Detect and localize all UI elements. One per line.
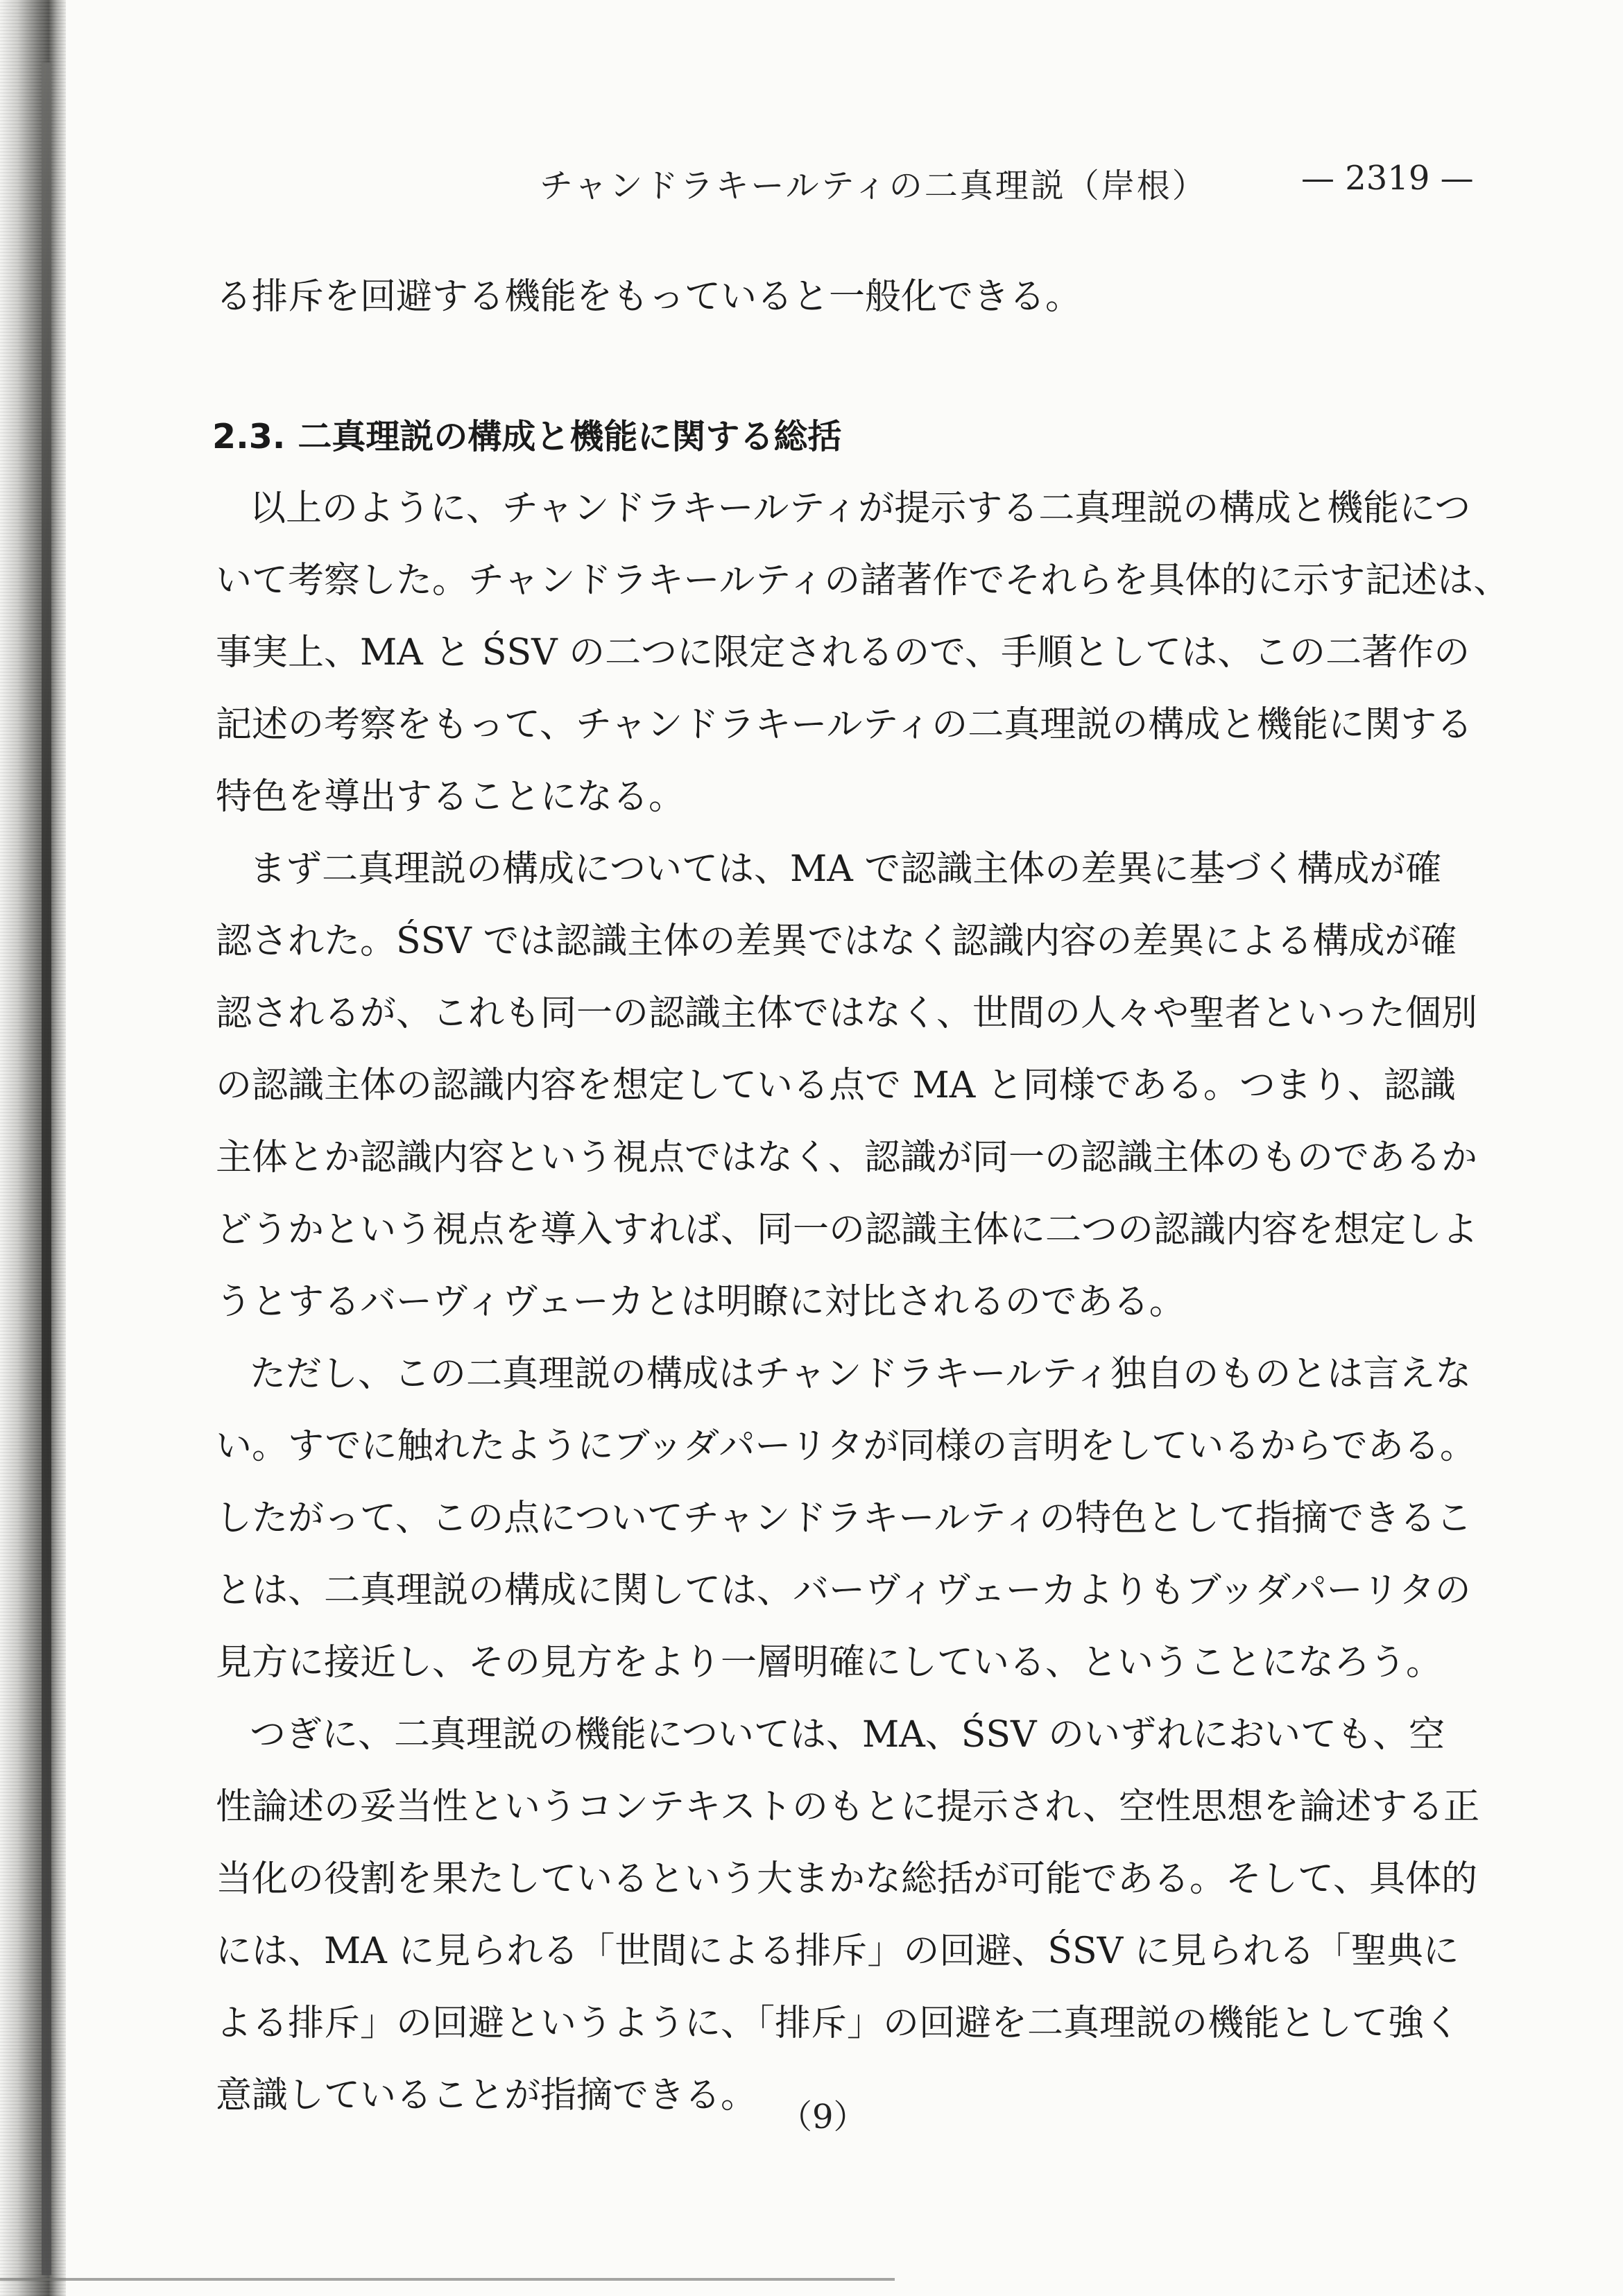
paragraph-line: どうかという視点を導入すれば、同一の認識主体に二つの認識内容を想定しよ xyxy=(216,1209,1479,1251)
paragraph-line: 認された。ŚSV では認識主体の差異ではなく認識内容の差異による構成が確 xyxy=(216,920,1457,962)
paragraph-line: 意識していることが指摘できる。 xyxy=(216,2075,757,2116)
paragraph-line: 以上のように、チャンドラキールティが提示する二真理説の構成と機能につ xyxy=(250,488,1471,529)
continuation-line: る排斥を回避する機能をもっていると一般化できる。 xyxy=(216,276,1082,318)
paragraph-line: 事実上、MA と ŚSV の二つに限定されるので、手順としては、この二著作の xyxy=(216,632,1470,674)
paragraph-line: したがって、この点についてチャンドラキールティの特色として指摘できるこ xyxy=(216,1498,1472,1539)
header-page-number: — 2319 — xyxy=(1301,159,1474,198)
running-title: チャンドラキールティの二真理説（岸根） xyxy=(540,166,1208,205)
paragraph-line: つぎに、二真理説の機能については、MA、ŚSV のいずれにおいても、空 xyxy=(250,1714,1445,1756)
paragraph-line: 認されるが、これも同一の認識主体ではなく、世間の人々や聖者といった個別 xyxy=(216,993,1477,1034)
paragraph-line: ただし、この二真理説の構成はチャンドラキールティ独自のものとは言えな xyxy=(250,1353,1472,1395)
paragraph-line: 当化の役割を果たしているという大まかな総括が可能である。そして、具体的 xyxy=(216,1858,1477,1900)
paragraph-line: 主体とか認識内容という視点ではなく、認識が同一の認識主体のものであるか xyxy=(216,1137,1477,1179)
paragraph-line: 特色を導出することになる。 xyxy=(216,776,685,818)
paragraph-line: うとするバーヴィヴェーカとは明瞭に対比されるのである。 xyxy=(216,1281,1185,1323)
paragraph-line: 性論述の妥当性というコンテキストのもとに提示され、空性思想を論述する正 xyxy=(216,1786,1480,1828)
scan-bottom-artifact xyxy=(0,2278,895,2281)
paragraph-line: には、MA に見られる「世間による排斥」の回避、ŚSV に見られる「聖典に xyxy=(216,1930,1459,1972)
paragraph-line: い。すでに触れたようにブッダパーリタが同様の言明をしているからである。 xyxy=(216,1425,1476,1467)
paragraph-line: よる排斥」の回避というように、「排斥」の回避を二真理説の機能として強く xyxy=(216,2003,1461,2044)
section-number: 2.3. xyxy=(212,417,286,456)
binding-shadow xyxy=(42,62,51,2275)
paragraph-line: 記述の考察をもって、チャンドラキールティの二真理説の構成と機能に関する xyxy=(216,704,1473,746)
paragraph-line: いて考察した。チャンドラキールティの諸著作でそれらを具体的に示す記述は、 xyxy=(216,560,1510,601)
section-title: 二真理説の構成と機能に関する総括 xyxy=(298,417,842,456)
page-folio: （9） xyxy=(779,2098,867,2136)
section-heading xyxy=(212,413,841,461)
paragraph-line: とは、二真理説の構成に関しては、バーヴィヴェーカよりもブッダパーリタの xyxy=(216,1570,1471,1611)
paragraph-line: の認識主体の認識内容を想定している点で MA と同様である。つまり、認識 xyxy=(216,1065,1456,1106)
paragraph-line: まず二真理説の構成については、MA で認識主体の差異に基づく構成が確 xyxy=(250,848,1442,890)
paragraph-line: 見方に接近し、その見方をより一層明確にしている、ということになろう。 xyxy=(216,1642,1443,1684)
scan-shadow-edge xyxy=(0,0,66,2296)
